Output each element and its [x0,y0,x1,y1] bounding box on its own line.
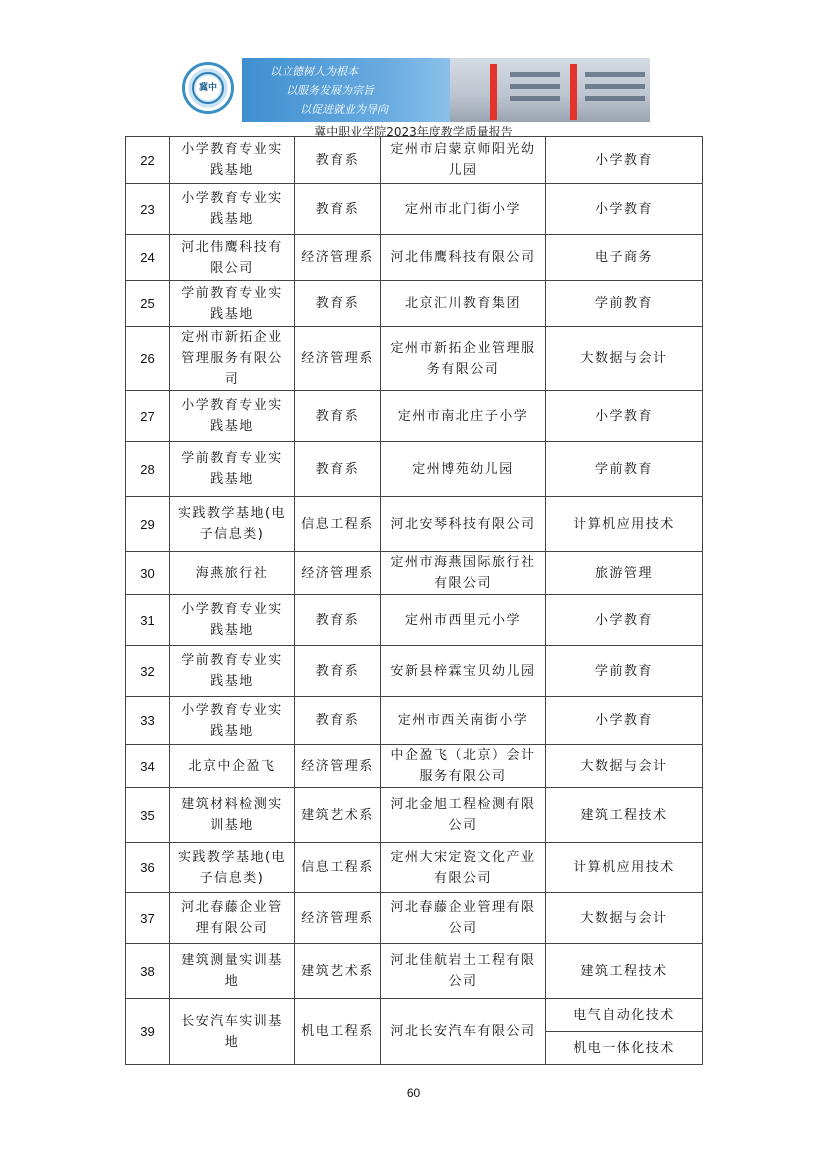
table-row [126,137,703,184]
partner-organization-cell: 定州市南北庄子小学 [381,391,546,442]
table-row [126,391,703,442]
banner-photo [242,58,650,122]
partner-organization-cell: 定州市新拓企业管理服务有限公司 [381,327,546,391]
department-cell: 经济管理系 [295,552,381,595]
row-number-cell: 28 [126,442,170,497]
college-seal-logo [178,58,242,122]
row-number-cell: 30 [126,552,170,595]
major-cell: 建筑工程技术 [546,788,703,843]
seal-text: 冀中 [192,72,224,104]
motto-line: 以服务发展为宗旨 [286,84,374,97]
partner-organization-cell: 中企盈飞（北京）会计服务有限公司 [381,745,546,788]
base-name-cell: 建筑材料检测实训基地 [170,788,295,843]
row-number-cell: 39 [126,999,170,1065]
table-row [126,442,703,497]
department-cell: 经济管理系 [295,327,381,391]
department-cell: 信息工程系 [295,497,381,552]
table-row [126,595,703,646]
row-number-cell: 27 [126,391,170,442]
base-name-cell: 实践教学基地(电子信息类) [170,843,295,893]
department-cell: 教育系 [295,697,381,745]
base-name-cell: 小学教育专业实践基地 [170,697,295,745]
partner-organization-cell: 河北佳航岩土工程有限公司 [381,944,546,999]
table-row [126,697,703,745]
department-cell: 信息工程系 [295,843,381,893]
base-name-cell: 建筑测量实训基地 [170,944,295,999]
row-number-cell: 34 [126,745,170,788]
major-cell: 机电一体化技术 [546,1032,703,1065]
row-number-cell: 33 [126,697,170,745]
row-number-cell: 25 [126,281,170,327]
base-name-cell: 学前教育专业实践基地 [170,281,295,327]
department-cell: 机电工程系 [295,999,381,1065]
table-row [126,184,703,235]
major-cell: 小学教育 [546,697,703,745]
department-cell: 经济管理系 [295,893,381,944]
department-cell: 经济管理系 [295,745,381,788]
major-cell: 小学教育 [546,184,703,235]
table-row [126,788,703,843]
department-cell: 经济管理系 [295,235,381,281]
major-cell: 大数据与会计 [546,893,703,944]
base-name-cell: 长安汽车实训基地 [170,999,295,1065]
partner-organization-cell: 定州市西里元小学 [381,595,546,646]
major-cell: 小学教育 [546,391,703,442]
table-row [126,327,703,391]
department-cell: 教育系 [295,281,381,327]
table-row [126,745,703,788]
row-number-cell: 31 [126,595,170,646]
base-name-cell: 河北伟鹰科技有限公司 [170,235,295,281]
base-name-cell: 实践教学基地(电子信息类) [170,497,295,552]
table-row [126,235,703,281]
major-cell: 学前教育 [546,281,703,327]
major-cell: 计算机应用技术 [546,843,703,893]
partner-organization-cell: 北京汇川教育集团 [381,281,546,327]
row-number-cell: 26 [126,327,170,391]
partner-organization-cell: 河北金旭工程检测有限公司 [381,788,546,843]
partner-organization-cell: 河北春藤企业管理有限公司 [381,893,546,944]
major-cell: 计算机应用技术 [546,497,703,552]
base-name-cell: 小学教育专业实践基地 [170,137,295,184]
base-name-cell: 河北春藤企业管理有限公司 [170,893,295,944]
motto-line: 以促进就业为导向 [300,103,388,116]
table-row [126,281,703,327]
row-number-cell: 29 [126,497,170,552]
major-cell: 建筑工程技术 [546,944,703,999]
partner-organization-cell: 定州博苑幼儿园 [381,442,546,497]
building-image [450,58,650,122]
partner-organization-cell: 河北长安汽车有限公司 [381,999,546,1065]
header-banner [178,58,650,122]
base-name-cell: 小学教育专业实践基地 [170,595,295,646]
major-cell: 学前教育 [546,442,703,497]
base-name-cell: 小学教育专业实践基地 [170,391,295,442]
banner-mottos [270,62,388,119]
major-cell: 小学教育 [546,137,703,184]
base-name-cell: 学前教育专业实践基地 [170,442,295,497]
table-row [126,999,703,1032]
practice-base-table [125,136,703,1065]
department-cell: 建筑艺术系 [295,944,381,999]
base-name-cell: 小学教育专业实践基地 [170,184,295,235]
row-number-cell: 22 [126,137,170,184]
major-cell: 学前教育 [546,646,703,697]
major-cell: 大数据与会计 [546,327,703,391]
table-row [126,497,703,552]
major-cell: 电气自动化技术 [546,999,703,1032]
row-number-cell: 37 [126,893,170,944]
row-number-cell: 24 [126,235,170,281]
department-cell: 建筑艺术系 [295,788,381,843]
row-number-cell: 36 [126,843,170,893]
partner-organization-cell: 定州市北门街小学 [381,184,546,235]
motto-line: 以立德树人为根本 [270,65,358,78]
department-cell: 教育系 [295,137,381,184]
document-title: 冀中职业学院2023年度教学质量报告 [314,125,513,139]
partner-organization-cell: 河北伟鹰科技有限公司 [381,235,546,281]
partner-organization-cell: 定州大宋定瓷文化产业有限公司 [381,843,546,893]
partner-organization-cell: 河北安琴科技有限公司 [381,497,546,552]
department-cell: 教育系 [295,442,381,497]
row-number-cell: 35 [126,788,170,843]
table-body [126,137,703,1065]
partner-organization-cell: 定州市启蒙京师阳光幼儿园 [381,137,546,184]
department-cell: 教育系 [295,184,381,235]
partner-organization-cell: 安新县梓霖宝贝幼儿园 [381,646,546,697]
department-cell: 教育系 [295,391,381,442]
base-name-cell: 海燕旅行社 [170,552,295,595]
table-row [126,944,703,999]
major-cell: 电子商务 [546,235,703,281]
department-cell: 教育系 [295,646,381,697]
major-cell: 大数据与会计 [546,745,703,788]
page-number: 60 [406,1086,421,1100]
row-number-cell: 32 [126,646,170,697]
row-number-cell: 38 [126,944,170,999]
major-cell: 旅游管理 [546,552,703,595]
table-row [126,893,703,944]
major-cell: 小学教育 [546,595,703,646]
table-row [126,646,703,697]
row-number-cell: 23 [126,184,170,235]
base-name-cell: 学前教育专业实践基地 [170,646,295,697]
table-row [126,552,703,595]
base-name-cell: 定州市新拓企业管理服务有限公司 [170,327,295,391]
department-cell: 教育系 [295,595,381,646]
table-row [126,843,703,893]
partner-organization-cell: 定州市西关南街小学 [381,697,546,745]
partner-organization-cell: 定州市海燕国际旅行社有限公司 [381,552,546,595]
base-name-cell: 北京中企盈飞 [170,745,295,788]
